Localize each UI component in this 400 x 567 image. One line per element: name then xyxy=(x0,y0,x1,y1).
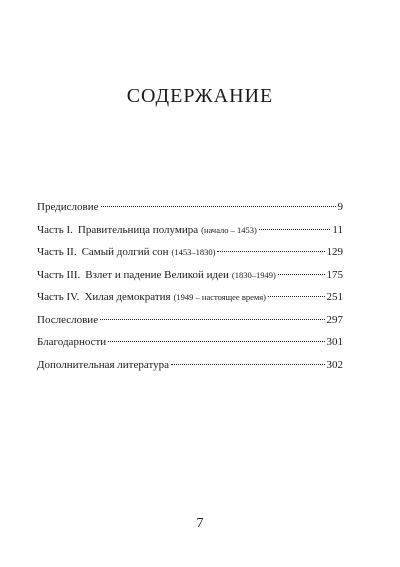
toc-dot-leader xyxy=(217,251,324,252)
toc-entry-part-1 xyxy=(37,224,343,247)
toc-part-label: Часть I. xyxy=(37,223,73,236)
toc-part-label: Часть III. xyxy=(37,268,81,281)
toc-entry-title: Предисловие xyxy=(37,201,99,213)
page-number: 7 xyxy=(196,516,204,531)
toc-dot-leader xyxy=(259,229,331,230)
toc-page-number: 9 xyxy=(337,201,343,213)
toc-entry-further-reading xyxy=(37,359,343,382)
toc-page-number: 251 xyxy=(326,291,343,303)
toc-dot-leader xyxy=(278,274,325,275)
toc-entry-part-3 xyxy=(37,269,343,292)
toc-entry-dates: (1949 – настоящее время) xyxy=(173,292,266,302)
toc-part-label: Часть IV. xyxy=(37,291,80,303)
toc-dot-leader xyxy=(100,319,324,320)
toc-page-number: 301 xyxy=(326,336,343,348)
toc-entry-preface xyxy=(37,201,343,224)
toc-page-number: 11 xyxy=(332,223,343,236)
toc-part-label: Часть II. xyxy=(37,246,77,258)
toc-entry-title: Самый долгий сон xyxy=(81,246,169,258)
toc-entry-title: Взлет и падение Великой идеи xyxy=(85,268,229,281)
toc-entry-part-4 xyxy=(37,291,343,314)
toc-entry-dates: (1453–1830) xyxy=(171,247,216,257)
toc-entry-title: Благодарности xyxy=(37,336,107,348)
toc-page-number: 302 xyxy=(326,358,343,371)
table-of-contents xyxy=(37,201,343,381)
page-title: СОДЕРЖАНИЕ xyxy=(126,85,274,107)
toc-dot-leader xyxy=(268,296,325,297)
toc-page-number: 129 xyxy=(326,246,343,258)
toc-entry-dates: (начало – 1453) xyxy=(201,224,257,235)
toc-page-number: 297 xyxy=(326,313,343,326)
toc-entry-dates: (1830–1949) xyxy=(231,269,276,280)
toc-entry-acknowledgements xyxy=(37,336,343,359)
toc-entry-title: Хилая демократия xyxy=(84,291,171,303)
toc-dot-leader xyxy=(108,341,324,342)
toc-dot-leader xyxy=(101,206,336,207)
toc-dot-leader xyxy=(171,364,325,365)
toc-entry-part-2 xyxy=(37,246,343,269)
toc-entry-title: Дополнительная литература xyxy=(37,358,169,371)
toc-entry-afterword xyxy=(37,314,343,337)
toc-entry-title: Послесловие xyxy=(37,313,99,326)
toc-page-number: 175 xyxy=(326,268,343,281)
toc-entry-title: Правительница полумира xyxy=(77,223,199,236)
